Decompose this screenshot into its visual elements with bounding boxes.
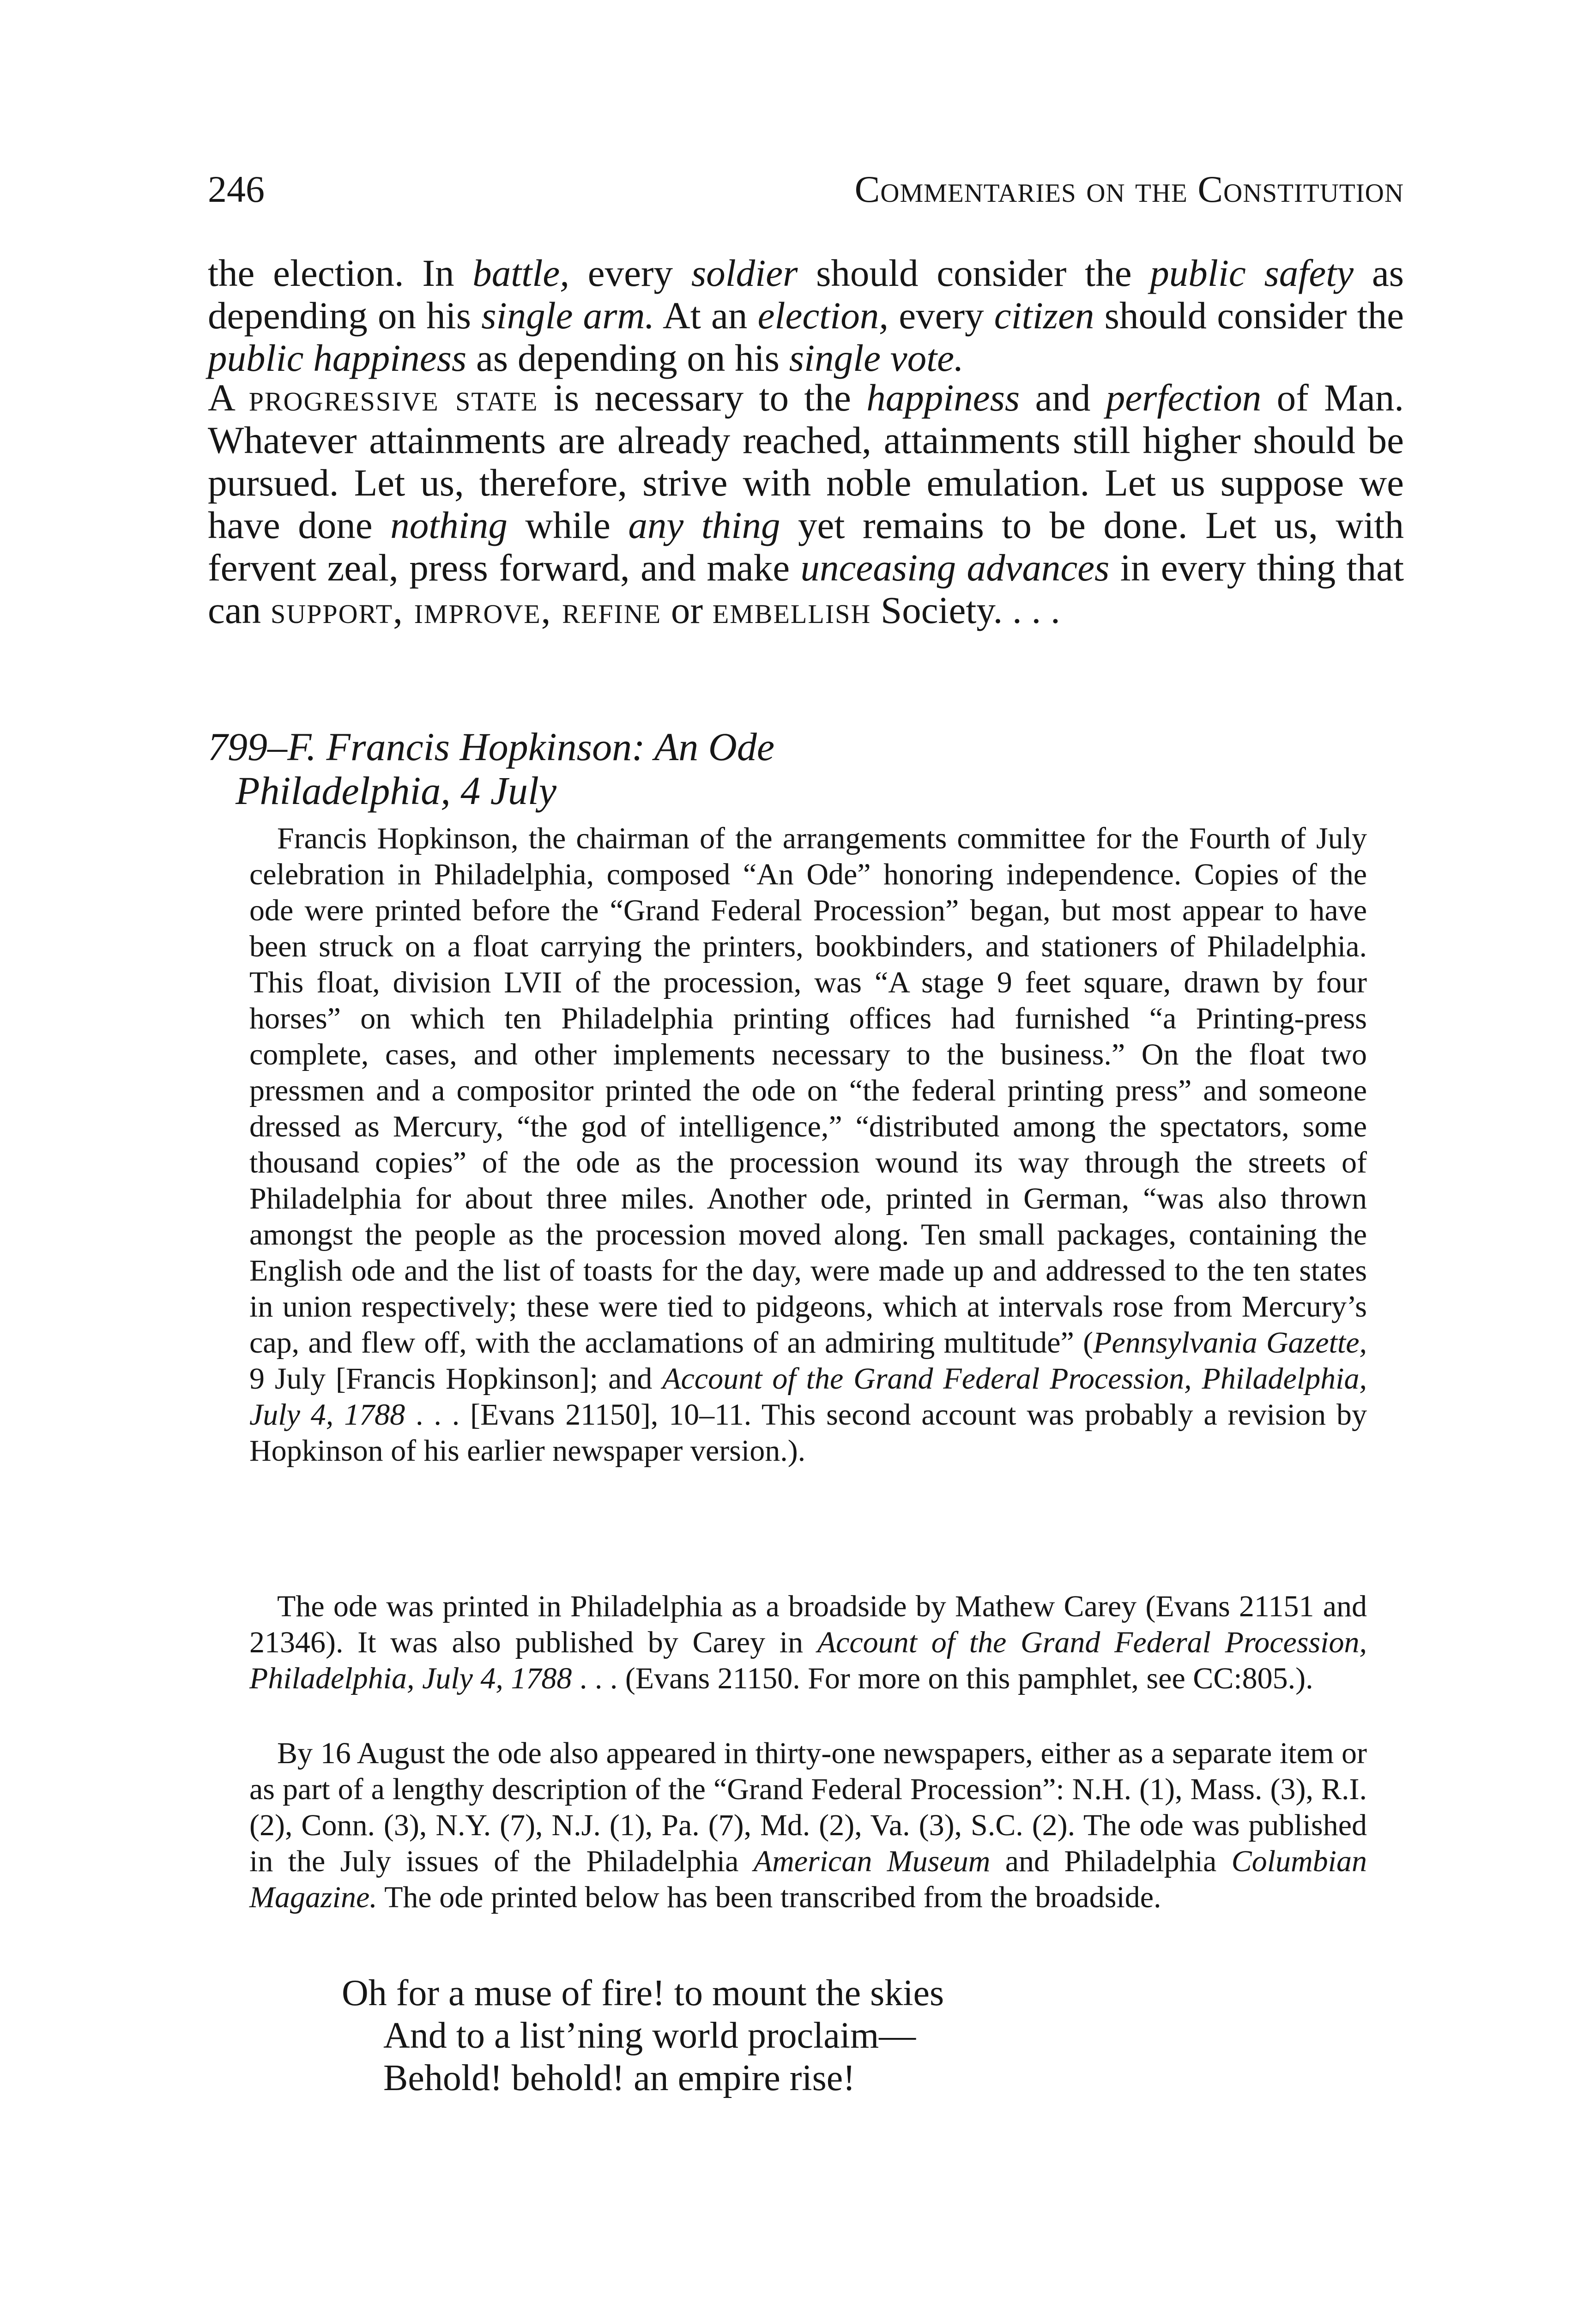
verse-line: And to a list’ning world proclaim— — [383, 2015, 916, 2056]
document-title-line-1: 799–F. Francis Hopkinson: An Ode — [208, 725, 775, 769]
body-paragraph-1: the election. In battle, every soldier should consider the public safety as depending on his single arm. At an election, every citizen should consider the public happiness as depending on his single vote. — [208, 252, 1404, 379]
headnote-paragraph-1: Francis Hopkinson, the chairman of the arrangements committee for the Fourth of July celebration in Philadelphia, composed “An Ode” honoring independence. Copies of the ode were printed before the “Grand Federal Procession” began, but most appear to have been struck on a float carrying the printers, bookbinders, and stationers of Philadelphia. This float, division LVII of the procession, was “A stage 9 feet square, drawn by four horses” on which ten Philadelphia printing offices had furnished “a Printing-press complete, cases, and other implements necessary to the business.” On the float two pressmen and a compositor printed the ode on “the federal printing press” and someone dressed as Mercury, “the god of intelligence,” “distributed among the spectators, some thousand copies” of the ode as the procession wound its way through the streets of Philadelphia for about three miles. Another ode, printed in German, “was also thrown amongst the people as the procession moved along. Ten small packages, containing the English ode and the list of toasts for the day, were made up and addressed to the ten states in union respectively; these were tied to pidgeons, which at intervals rose from Mercury’s cap, and flew off, with the acclamations of an admiring multitude” (Pennsylvania Gazette, 9 July [Francis Hopkinson]; and Account of the Grand Federal Procession, Philadelphia, July 4, 1788 . . . [Evans 21150], 10–11. This second account was probably a revision by Hopkinson of his earlier newspaper version.). — [249, 822, 1367, 1468]
verse-line: Oh for a muse of fire! to mount the skies — [342, 1973, 944, 2013]
ode-verse — [342, 1972, 944, 2099]
document-title-line-2: Philadelphia, 4 July — [236, 768, 557, 813]
body-paragraph-2: A progressive state is necessary to the happiness and perfection of Man. Whatever attainments are already reached, attainments still higher should be pursued. Let us, therefore, strive with noble emulation. Let us suppose we have done nothing while any thing yet remains to be done. Let us, with fervent zeal, press forward, and make unceasing advances in every thing that can support, improve, refine or embellish Society. . . . — [208, 376, 1404, 631]
page-number: 246 — [208, 168, 265, 210]
headnote-paragraph-2: The ode was printed in Philadelphia as a broadside by Mathew Carey (Evans 21151 and 21346). It was also published by Carey in Account of the Grand Federal Procession, Philadelphia, July 4, 1788 . . . (Evans 21150. For more on this pamphlet, see CC:805.). — [249, 1590, 1367, 1695]
running-head: Commentaries on the Constitution — [854, 168, 1404, 210]
page-header — [208, 166, 1404, 212]
document-title — [208, 725, 774, 813]
headnote-paragraph-3: By 16 August the ode also appeared in thirty-one newspapers, either as a separate item or as part of a lengthy description of the “Grand Federal Procession”: N.H. (1), Mass. (3), R.I. (2), Conn. (3), N.Y. (7), N.J. (1), Pa. (7), Md. (2), Va. (3), S.C. (2). The ode was published in the July issues of the Philadelphia American Museum and Philadelphia Columbian Magazine. The ode printed below has been transcribed from the broadside. — [249, 1736, 1367, 1914]
verse-line: Behold! behold! an empire rise! — [383, 2058, 855, 2098]
